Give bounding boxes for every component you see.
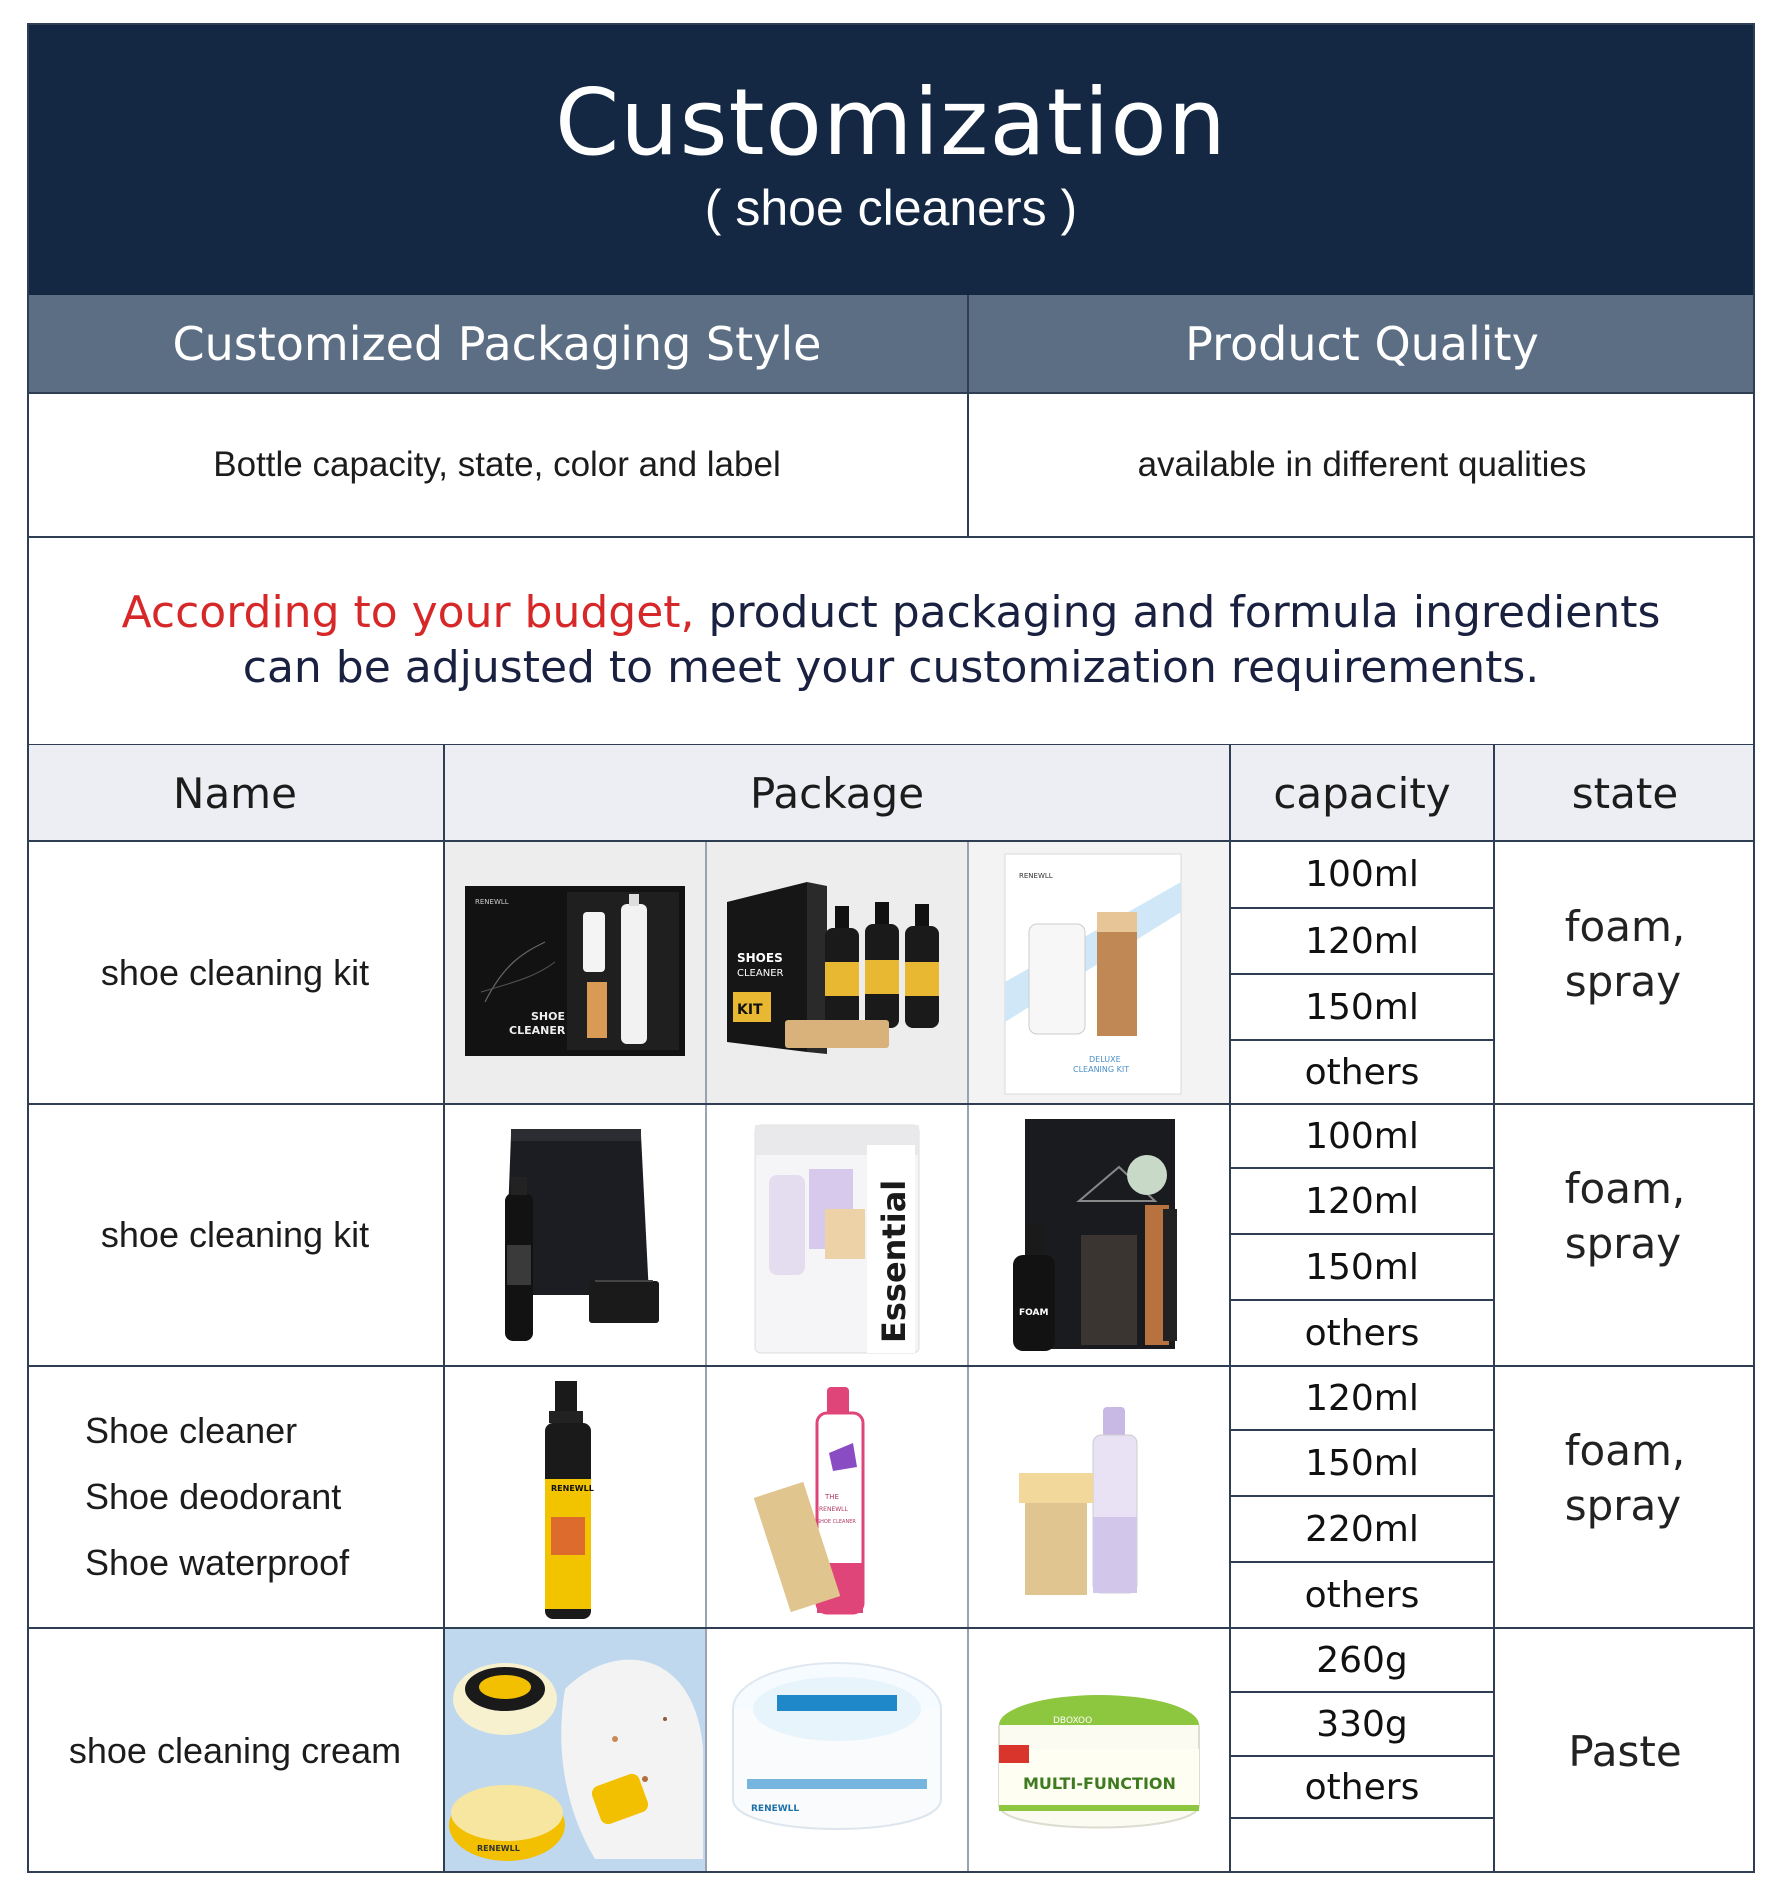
state-value	[1495, 1105, 1755, 1365]
page-title: Customization	[555, 69, 1227, 176]
capacity-value: 100ml	[1305, 854, 1419, 895]
product-label: CLEANER	[509, 1024, 566, 1037]
capacity-value: 100ml	[1305, 1115, 1419, 1157]
product-image	[445, 1105, 705, 1365]
product-image	[707, 1105, 967, 1365]
divider	[27, 392, 1755, 394]
product-label: KIT	[737, 1002, 763, 1018]
product-label: THE	[825, 1493, 839, 1501]
header-banner	[27, 23, 1755, 295]
product-label: MULTI-FUNCTION	[1023, 1774, 1176, 1793]
product-label: RENEWLL	[475, 898, 509, 906]
state-line: spray	[1564, 956, 1682, 1006]
product-image	[445, 842, 705, 1103]
state-value	[1495, 842, 1755, 1103]
capacity-value: 120ml	[1305, 1377, 1419, 1419]
table-row-name: shoe cleaning cream	[68, 1730, 402, 1771]
product-label: SHOE	[531, 1010, 565, 1023]
product-image	[445, 1629, 705, 1873]
product-label: RENEWLL	[751, 1804, 800, 1814]
table-row-name: shoe cleaning kit	[100, 1214, 370, 1255]
col-package: Package	[749, 768, 925, 818]
product-label: FOAM	[1019, 1308, 1049, 1318]
product-label: RENEWLL	[1019, 872, 1053, 880]
notice-line1: product packaging and formula ingredients	[694, 587, 1661, 638]
col-capacity: capacity	[1273, 768, 1451, 818]
customization-sheet	[27, 23, 1755, 1873]
product-label: SHOES	[737, 951, 783, 965]
product-label: DBOXOO	[1053, 1716, 1093, 1726]
capacity-value: 220ml	[1305, 1508, 1419, 1550]
state-value	[1495, 1367, 1755, 1627]
state-line: Paste	[1568, 1726, 1682, 1776]
state-line: foam,	[1564, 1164, 1686, 1213]
notice-line2: can be adjusted to meet your customization requirements.	[242, 642, 1540, 693]
quality-heading: Product Quality	[969, 295, 1755, 392]
capacity-value: 120ml	[1305, 920, 1419, 962]
table-row-name: shoe cleaning kit	[100, 951, 370, 993]
state-line: spray	[1564, 1219, 1682, 1268]
state-line: foam,	[1564, 901, 1686, 951]
col-name: Name	[173, 768, 297, 818]
product-label: DELUXE	[1089, 1055, 1121, 1064]
col-state: state	[1571, 768, 1679, 818]
product-image	[707, 842, 967, 1103]
name-line: Shoe waterproof	[85, 1542, 350, 1583]
capacity-value: others	[1304, 1574, 1420, 1616]
name-line: Shoe deodorant	[85, 1476, 342, 1517]
table-row-name	[27, 1367, 443, 1627]
packaging-heading: Customized Packaging Style	[27, 295, 967, 392]
capacity-value: 150ml	[1305, 1442, 1419, 1484]
capacity-value: others	[1304, 1766, 1420, 1808]
product-label: SHOE CLEANER	[817, 1519, 856, 1525]
state-line: foam,	[1564, 1426, 1686, 1475]
product-label: RENEWLL	[819, 1506, 848, 1513]
product-label: Essential	[875, 1179, 913, 1343]
product-label: CLEANER	[737, 968, 784, 979]
product-image	[707, 1367, 967, 1627]
budget-notice	[27, 537, 1755, 745]
capacity-value: 120ml	[1305, 1180, 1419, 1222]
name-line: Shoe cleaner	[85, 1410, 298, 1451]
capacity-value: 260g	[1316, 1639, 1408, 1681]
product-image	[707, 1629, 967, 1873]
capacity-value: 150ml	[1305, 1246, 1419, 1288]
capacity-value: 150ml	[1305, 986, 1419, 1028]
divider	[1231, 1817, 1493, 1819]
page-subtitle: ( shoe cleaners )	[704, 180, 1078, 236]
product-image	[969, 1105, 1229, 1365]
state-line: spray	[1564, 1481, 1682, 1530]
state-value	[1495, 1629, 1755, 1873]
quality-desc: available in different qualities	[1137, 444, 1587, 484]
product-image	[969, 1629, 1229, 1873]
product-label: RENEWLL	[477, 1844, 520, 1853]
product-label: RENEWLL	[551, 1484, 594, 1493]
capacity-value: others	[1304, 1312, 1420, 1354]
product-label: CLEANING KIT	[1073, 1065, 1130, 1074]
capacity-value: others	[1304, 1051, 1420, 1093]
capacity-value: 330g	[1316, 1703, 1408, 1745]
product-image	[445, 1367, 705, 1627]
product-image	[969, 842, 1229, 1103]
product-image	[969, 1367, 1229, 1627]
packaging-desc: Bottle capacity, state, color and label	[213, 444, 781, 484]
notice-highlight: According to your budget,	[121, 587, 695, 638]
